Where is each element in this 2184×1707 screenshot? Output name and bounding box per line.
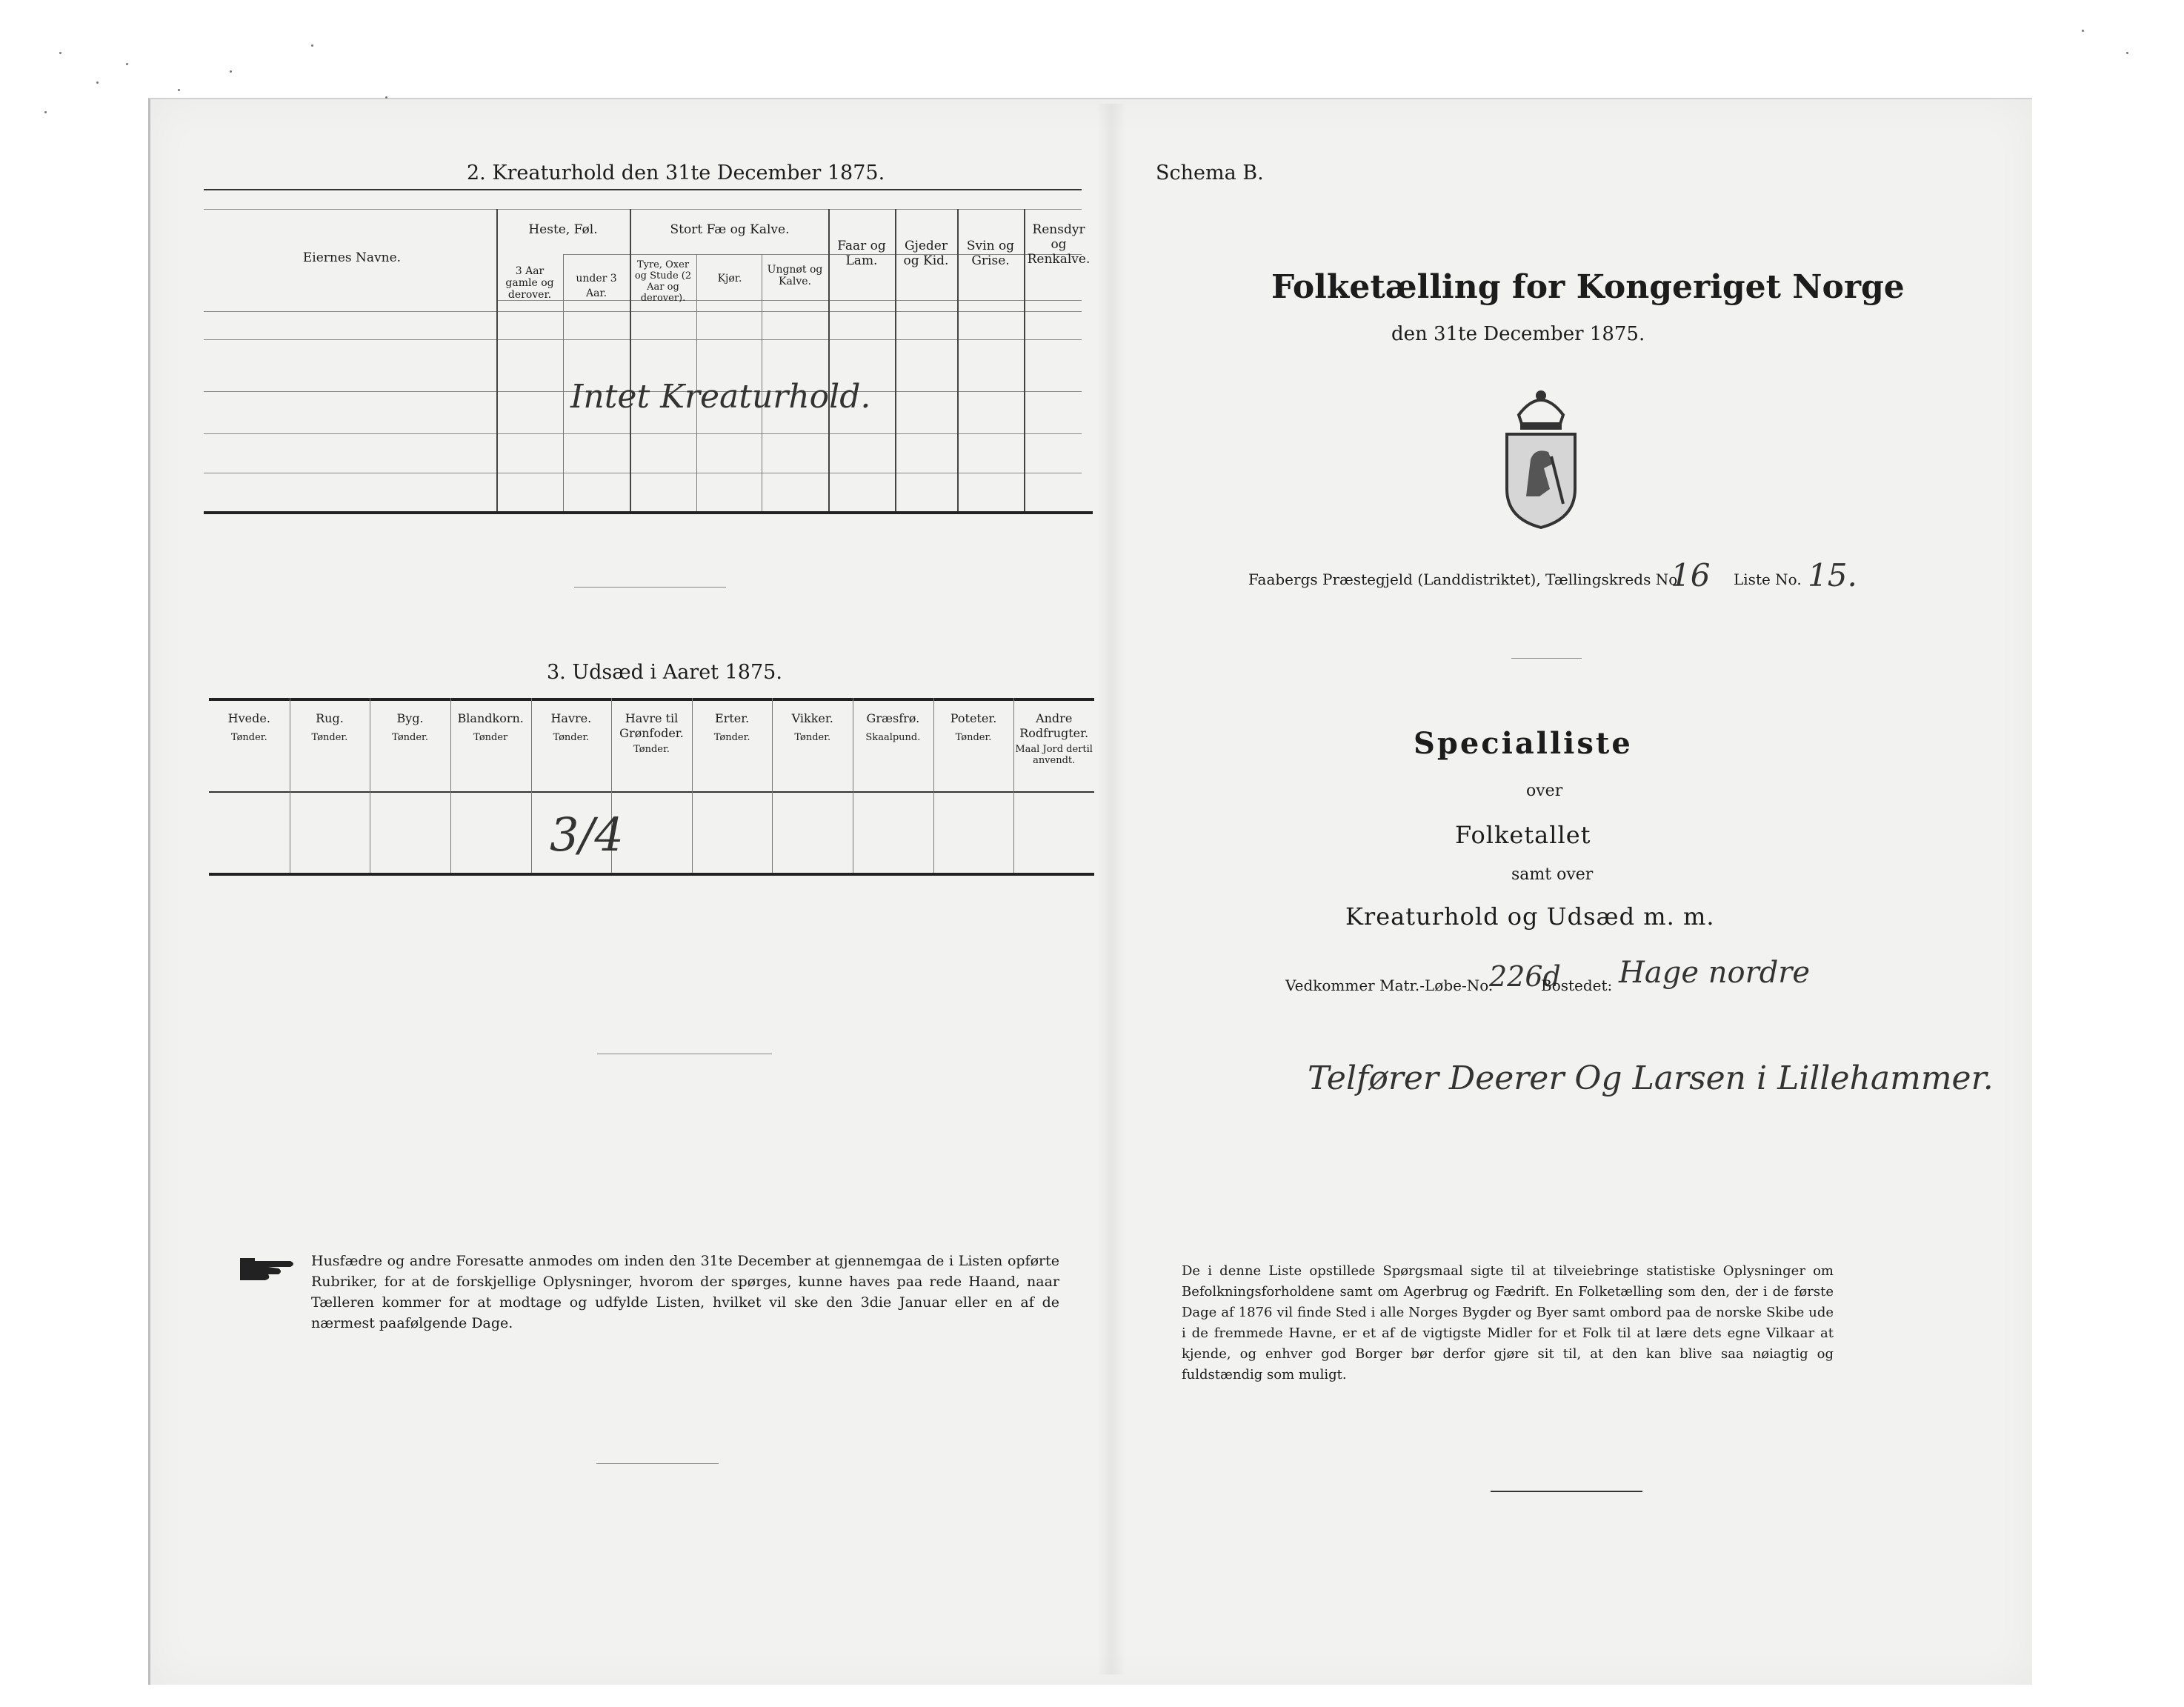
table3-col-unit: Skaalpund.: [865, 732, 921, 743]
table3-col-unit: Tønder.: [955, 732, 992, 743]
dust-speck: [385, 96, 387, 99]
document-sheet: [148, 98, 2032, 1685]
dust-speck: [2082, 30, 2084, 32]
col-bulls: Tyre, Oxer og Stude (2 Aar og derover).: [634, 259, 692, 304]
col-owner-header: Eiernes Navne.: [302, 250, 402, 265]
dust-speck: [311, 44, 313, 47]
table3-col-divider: [933, 698, 934, 873]
district-label: Faabergs Præstegjeld (Landdistriktet), Tællingskreds No.: [1248, 570, 1682, 588]
bosted-value: Hage nordre: [1619, 956, 1811, 990]
col-cattle-header: Stort Fæ og Kalve.: [670, 222, 790, 237]
separator-rule: [596, 1463, 719, 1464]
havre-value: 3/4: [550, 808, 624, 862]
table3-col-unit: Tønder.: [230, 732, 267, 743]
col-pigs: Svin og Grise.: [966, 239, 1015, 268]
district-number: 16: [1671, 557, 1711, 593]
table3-col-divider: [450, 698, 451, 873]
kreaturhold-heading: Kreaturhold og Udsæd m. m.: [1345, 902, 1715, 931]
bosted-label: Bostedet:: [1541, 976, 1613, 994]
instructions-note: Husfædre og andre Foresatte anmodes om inden den 31te December at gjennemgaa de i Listen opførte Rubriker, for at de forskjellige Oplysninger, hvorom der spørges, kunne haves paa rede Haand, naar Tælleren kommer for at modtage og udfylde Listen, hvilket vil ske den 3die Januar eller en af de nærmest paafølgende Dage.: [311, 1253, 1059, 1331]
over-text: over: [1526, 782, 1563, 800]
col-cows: Kjør.: [717, 273, 742, 284]
table3-col-divider: [1013, 698, 1014, 873]
table3-col-unit: Tønder.: [311, 732, 348, 743]
census-date: den 31te December 1875.: [1391, 323, 1645, 345]
table3-col-name: Vikker.: [791, 711, 833, 725]
table3-col-unit: Tønder: [473, 732, 508, 743]
page-fold: [1096, 104, 1126, 1674]
table3-top-rule: [209, 698, 1094, 701]
col-young-cattle: Ungnøt og Kalve.: [767, 264, 823, 287]
table3-col-divider: [772, 698, 773, 873]
table3-col-name: Blandkorn.: [457, 711, 524, 725]
table3-col-unit: Tønder.: [633, 744, 670, 755]
col-goats: Gjeder og Kid.: [903, 239, 949, 268]
section3-title: 3. Udsæd i Aaret 1875.: [547, 661, 782, 684]
folketallet-heading: Folketallet: [1455, 821, 1591, 849]
matr-number: 226d: [1489, 960, 1561, 993]
table3-col-name: Græsfrø.: [866, 711, 920, 725]
dust-speck: [126, 63, 128, 65]
dust-speck: [96, 81, 99, 84]
table3-col-name: Erter.: [715, 711, 750, 725]
samt-over-text: samt over: [1511, 865, 1594, 884]
table3-col-unit: Tønder.: [392, 732, 428, 743]
col-reindeer: Rensdyr og Renkalve.: [1027, 222, 1091, 267]
table3-col-name: Byg.: [396, 711, 424, 725]
col-sheep: Faar og Lam.: [837, 239, 886, 268]
coat-of-arms-icon: [1496, 385, 1585, 530]
dust-speck: [178, 89, 180, 91]
table2-col-divider: [563, 254, 564, 511]
pointing-hand-icon: [239, 1254, 298, 1285]
table3-col-name: Andre Rodfrugter.: [1019, 711, 1089, 740]
table3-col-name: Rug.: [316, 711, 344, 725]
table2-rule: [204, 311, 1082, 312]
section2-title: 2. Kreaturhold den 31te December 1875.: [467, 162, 885, 184]
table3-col-name: Havre.: [550, 711, 592, 725]
col-horses-3-older: 3 Aar gamle og derover.: [505, 265, 554, 301]
dust-speck: [59, 52, 61, 54]
schema-label: Schema B.: [1156, 162, 1264, 184]
liste-label: Liste No.: [1734, 570, 1802, 588]
table3-col-unit: Tønder.: [794, 732, 831, 743]
table3-col-divider: [692, 698, 693, 873]
table3-col-divider: [531, 698, 532, 873]
census-paragraph: De i denne Liste opstillede Spørgsmaal sigte til at tilveiebringe statistiske Oplysninger om Befolkningsforholdene samt om Agerbrug og Fædrift. En Folketælling som den, der i de første Dage af 1876 vil finde Sted i alle Norges Bygder og Byer samt ombord paa de norske Skibe ude i de fremmede Havne, er et af de vigtigste Midler for et Folk til at lære dets egne Vilkaar at kjende, og enhver god Borger bør derfor gjøre sit til, at den kan blive saa nøiagtig og fuldstændig som muligt.: [1182, 1263, 1834, 1382]
separator-rule: [1491, 1491, 1642, 1492]
col-horses-header: Heste, Føl.: [528, 222, 598, 237]
table2-top-rule: [204, 189, 1082, 190]
separator-rule: [1511, 658, 1582, 659]
table2-col-divider: [496, 209, 498, 511]
table2-rule: [204, 209, 1082, 210]
handwritten-owner-line: Telfører Deerer Og Larsen i Lillehammer.: [1308, 1059, 1994, 1097]
dust-speck: [44, 111, 47, 113]
table3-col-unit: Maal Jord dertil anvendt.: [1015, 744, 1093, 766]
liste-number: 15.: [1808, 557, 1857, 593]
handwritten-livestock-entry: Intet Kreaturhold.: [570, 378, 871, 416]
matr-label: Vedkommer Matr.-Løbe-No.: [1285, 976, 1494, 994]
table3-col-unit: Tønder.: [553, 732, 590, 743]
table3-col-name: Poteter.: [950, 711, 997, 725]
separator-rule: [574, 587, 726, 588]
table2-rule: [204, 433, 1082, 434]
dust-speck: [2126, 52, 2128, 54]
specialliste-heading: Specialliste: [1414, 726, 1633, 761]
table3-bottom-rule: [209, 873, 1094, 876]
table3-col-name: Havre til Grønfoder.: [619, 711, 684, 740]
dust-speck: [230, 70, 232, 73]
col-horses-under-3: under 3 Aar.: [576, 273, 617, 299]
table3-header-rule: [209, 791, 1094, 793]
table2-col-divider: [630, 209, 631, 511]
table3-col-name: Hvede.: [227, 711, 270, 725]
census-title: Folketælling for Kongeriget Norge: [1271, 268, 1905, 306]
table2-rule: [204, 339, 1082, 340]
table3-col-unit: Tønder.: [713, 732, 750, 743]
table2-bottom-rule: [204, 511, 1093, 514]
